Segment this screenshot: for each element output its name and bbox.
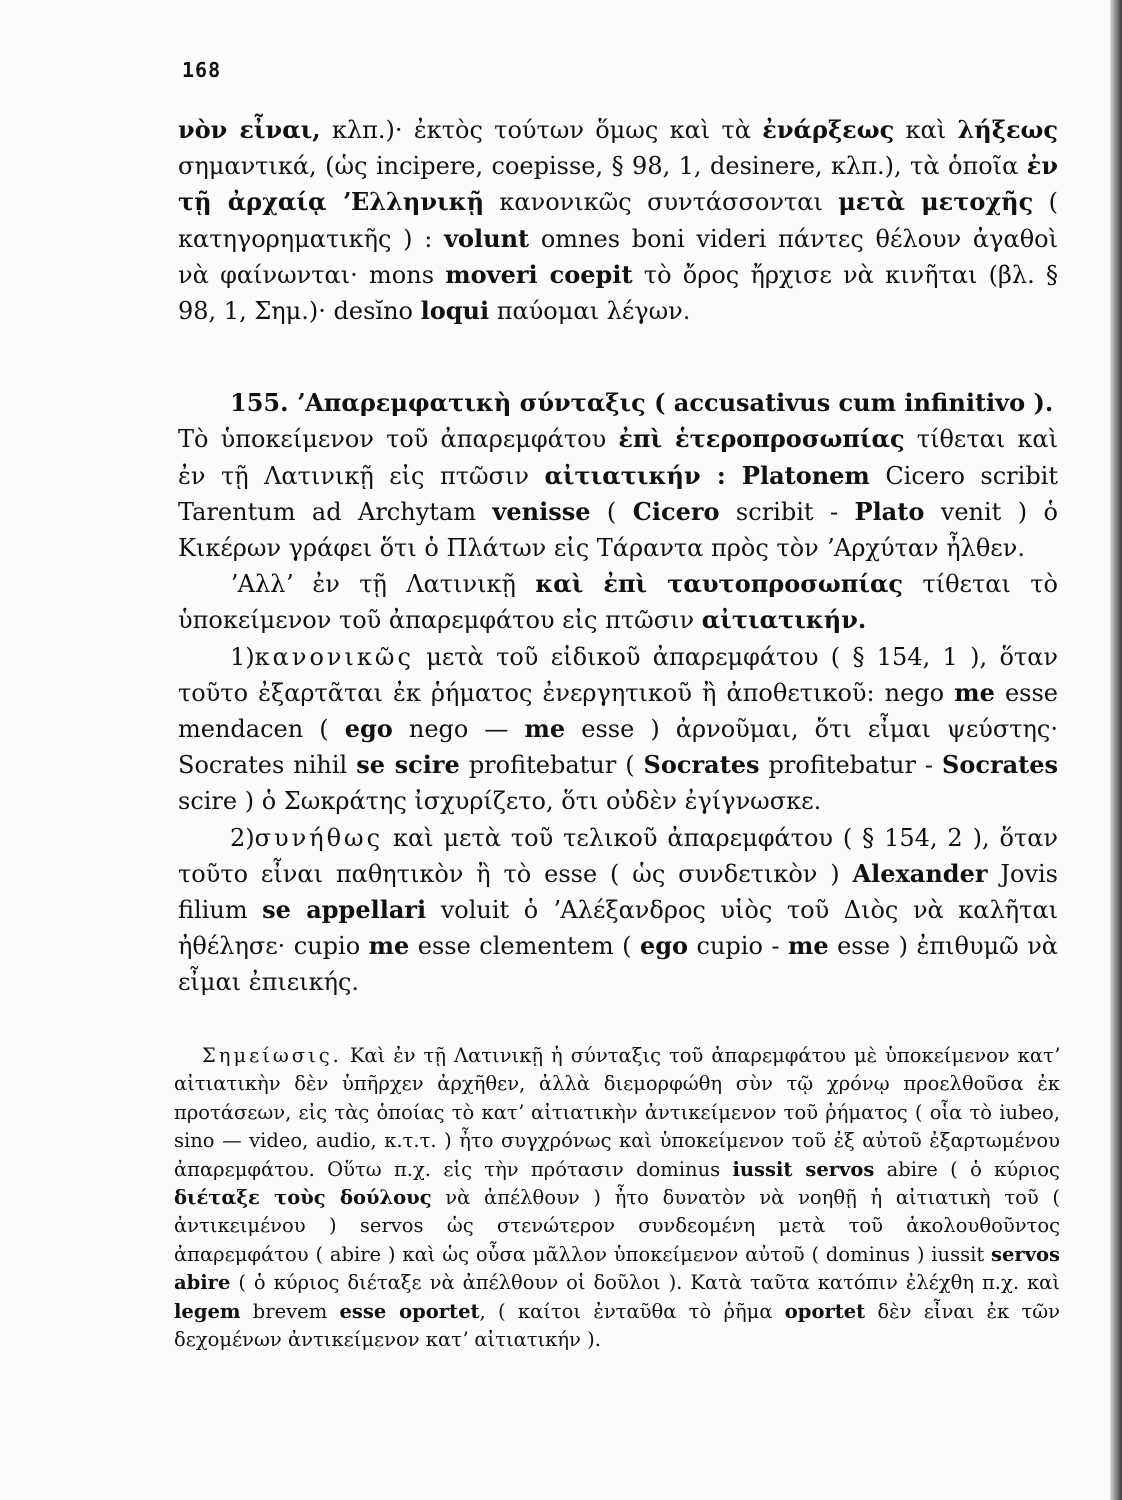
paragraph-same-person: ʼΑλλʼ ἐν τῇ Λατινικῇ καὶ ἐπὶ ταυτοπροσωπίας τίθεται τὸ ὑποκείμενον τοῦ ἀπαρεμφάτου εἰς πτῶσιν αἰτιατικήν. [178,569,1058,635]
section-number: 155. [230,388,289,418]
section-gap [178,329,1058,385]
paragraph-continuation: νὸν εἶναι, κλπ.)· ἐκτὸς τούτων ὅμως καὶ τὰ ἐνάρξεως καὶ λήξεως σημαντικά, (ὡς incipere, coepisse, § 98, 1, desinere, κλπ.), τὰ ὁποῖα ἐν τῇ ἀρχαίᾳ ʼΕλληνικῇ κανονικῶς συντάσσονται μετὰ μετοχῆς ( κατηγορηματικῆς ) : volunt omnes boni videri πάντες θέλουν ἀγαθοὶ νὰ φαίνωνται· mons moveri coepit τὸ ὄρος ἤρχισε νὰ κινῆται (βλ. § 98, 1, Σημ.)· desĭno loqui παύομαι λέγων. [178,115,1059,326]
paragraph-subject-accusative: Τὸ ὑποκείμενον τοῦ ἀπαρεμφάτου ἐπὶ ἑτεροπροσωπίας τίθεται καὶ ἐν τῇ Λατινικῇ εἰς πτῶσιν αἰτιατικήν : Platonem Cicero scribit Tarentum ad Archytam venisse ( Cicero scribit - Plato venit ) ὁ Κικέρων γράφει ὅτι ὁ Πλάτων εἰς Τάραντα πρὸς τὸν ʼΑρχύταν ἦλθεν. [178,424,1059,563]
remark-label: Σημείωσις. [202,1044,342,1067]
remark-paragraph: Σημείωσις. Καὶ ἐν τῇ Λατινικῇ ἡ σύνταξις τοῦ ἀπαρεμφάτου μὲ ὑποκείμενον κατʼ αἰτιατικὴν δὲν ὑπῆρχεν ἀρχῆθεν, ἀλλὰ διεμορφώθη σὺν τῷ χρόνῳ προελθοῦσα ἐκ προτάσεων, εἰς τὰς ὁποίας τὸ κατʼ αἰτιατικὴν ἀντικείμενον τοῦ ῥήματος ( οἷα τὸ iubeo, sino — video, audio, κ.τ.τ. ) ἦτο συγχρόνως καὶ ὑποκείμενον τοῦ ἐξ αὐτοῦ ἐξαρτωμένου ἀπαρεμφάτου. Οὕτω π.χ. εἰς τὴν πρότασιν dominus iussit servos abire ( ὁ κύριος διέταξε τοὺς δούλους νὰ ἀπέλθουν ) ἦτο δυνατὸν νὰ νοηθῇ ἡ αἰτιατικὴ τοῦ ( ἀντικειμένου ) servos ὡς στενώτερον συνδεομένη μετὰ τοῦ ἀκολουθοῦντος ἀπαρεμφάτου ( abire ) καὶ ὡς οὖσα μᾶλλον ὑποκείμενον αὐτοῦ ( dominus ) iussit servos abire ( ὁ κύριος διέταξε νὰ ἀπέλθουν οἱ δοῦλοι ). Κατὰ ταῦτα κατόπιν ἐλέχθη π.χ. καὶ legem brevem esse oportet, ( καίτοι ἐνταῦθα τὸ ῥῆμα oportet δὲν εἶναι ἐκ τῶν δεχομένων ἀντικείμενον κατʼ αἰτιατικήν ). [174,1044,1060,1352]
paragraph-rule-1: 1)κανονικῶς μετὰ τοῦ εἰδικοῦ ἀπαρεμφάτου ( § 154, 1 ), ὅταν τοῦτο ἐξαρτᾶται ἐκ ῥήματος ἐνεργητικοῦ ἢ ἀποθετικοῦ: nego me esse mendacen ( ego nego — me esse ) ἀρνοῦμαι, ὅτι εἶμαι ψεύστης· Socrates nihil se scire profitebatur ( Socrates profitebatur - Socrates scire ) ὁ Σωκράτης ἰσχυρίζετο, ὅτι οὐδὲν ἐγίγνωσκε. [178,642,1059,816]
section-heading [178,385,1058,421]
main-text [178,112,1058,1001]
page-number: 168 [182,58,222,82]
page-edge-shadow [1110,0,1122,1500]
paragraph-rule-2: 2)συνήθως καὶ μετὰ τοῦ τελικοῦ ἀπαρεμφάτου ( § 154, 2 ), ὅταν τοῦτο εἶναι παθητικὸν ἢ τὸ esse ( ὡς συνδετικὸν ) Alexander Jovis filium se appellari voluit ὁ ʼΑλέξανδρος υἱὸς τοῦ Διὸς νὰ καλῆται ἠθέλησε· cupio me esse clementem ( ego cupio - me esse ) ἐπιθυμῶ νὰ εἶμαι ἐπιεικής. [178,823,1058,997]
section-title: ʼΑπαρεμφατικὴ σύνταξις ( accusativus cum infinitivo ). [288,388,1054,418]
footnote-remark [174,1042,1060,1354]
